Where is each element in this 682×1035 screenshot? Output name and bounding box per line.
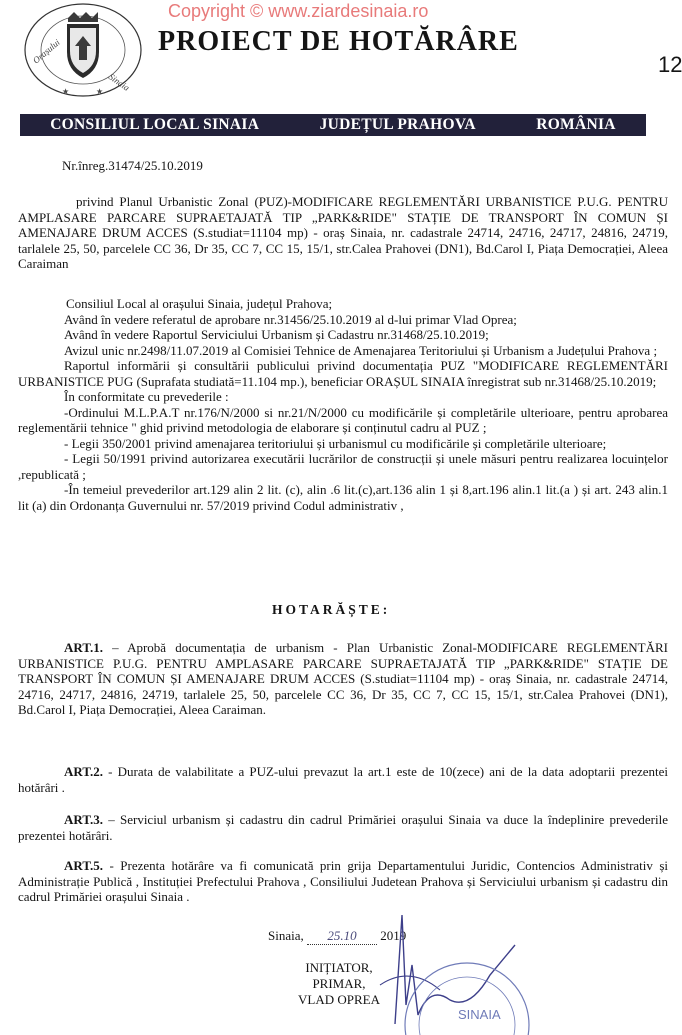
handwritten-date: 25.10 xyxy=(307,928,377,945)
article-label: ART.2. xyxy=(64,764,104,779)
preamble-line: - Legii 50/1991 privind autorizarea executării lucrărilor de construcții și unele măsuri pentru realizarea locuințelor ,republicată ; xyxy=(18,451,668,482)
signature-title: PRIMAR, xyxy=(312,976,366,991)
signature-name: VLAD OPREA xyxy=(298,992,380,1007)
article-1 xyxy=(18,640,668,718)
article-label: ART.5. xyxy=(64,858,104,873)
banner-country: ROMÂNIA xyxy=(536,116,616,133)
banner-county: JUDEȚUL PRAHOVA xyxy=(319,116,476,133)
preamble-line: Consiliul Local al orașului Sinaia, județul Prahova; xyxy=(66,296,333,311)
preamble-line: - Legii 350/2001 privind amenajarea teritoriului și urbanismul cu modificările și completările ulterioare; xyxy=(64,435,607,451)
svg-text:Sinaia: Sinaia xyxy=(106,71,132,93)
article-text: - Prezenta hotărâre va fi comunicată prin grija Departamentului Juridic, Contencios Administrativ și Administrație Publică , Instituției Prefectului Prahova , Consiliului Judetean Prahova și Serviciului urbanism și cadastru din cadrul Primăriei orașului Sinaia . xyxy=(18,858,669,904)
registration-number: Nr.înreg.31474/25.10.2019 xyxy=(62,158,203,173)
article-2 xyxy=(18,764,668,795)
date-year: 2019 xyxy=(380,928,407,943)
preamble-line: În conformitate cu prevederile : xyxy=(64,389,229,404)
article-text: – Serviciul urbanism și cadastru din cadrul Primăriei orașului Sinaia va duce la îndeplinire prevederile prezentei hotărâri. xyxy=(18,812,668,843)
article-label: ART.3. xyxy=(64,812,104,827)
council-banner xyxy=(20,114,646,136)
preamble xyxy=(18,296,668,513)
document-subject: privind Planul Urbanistic Zonal (PUZ)-MODIFICARE REGLEMENTĂRI URBANISTICE P.U.G. PENTRU AMPLASARE PARCARE SUPRAETAJATĂ TIP „PARK&RIDE" STAȚIE DE TRANSPORT ÎN COMUN ȘI AMENAJARE DRUM ACCES (S.studiat=11104 mp) - oraș Sinaia, nr. cadastrale 24714, 24716, 24717, 24816, 24719, tarlalele 25, 50, parcelele CC 36, Dr 35, CC 7, CC 15, 15/1, str.Calea Prahovei (DN1), Bd.Carol I, Piața Democrației, Aleea Caraiman xyxy=(18,194,668,271)
official-stamp xyxy=(392,955,542,1035)
article-text: - Durata de valabilitate a PUZ-ului prevazut la art.1 este de 10(zece) ani de la data adoptarii prezentei hotărâri . xyxy=(18,764,668,795)
article-3 xyxy=(18,812,668,843)
preamble-line: Având în vedere referatul de aprobare nr.31456/25.10.2019 al d-lui primar Vlad Oprea; xyxy=(64,311,517,327)
document-title: PROIECT DE HOTĂRÂRE xyxy=(158,26,519,57)
copyright-watermark: Copyright © www.ziardesinaia.ro xyxy=(168,1,429,21)
article-5 xyxy=(18,858,668,905)
preamble-line: -În temeiul prevederilor art.129 alin 2 lit. (c), alin .6 lit.(c),art.136 alin 1 și 8,art.196 alin.1 lit.(a ) și art. 243 alin.1 lit (a) din Ordonanța Guvernului nr. 57/2019 privind Codul administrativ , xyxy=(18,482,668,513)
banner-council: CONSILIUL LOCAL SINAIA xyxy=(50,116,260,133)
article-text: – Aprobă documentația de urbanism - Plan Urbanistic Zonal-MODIFICARE REGLEMENTĂRI URBANISTICE P.U.G. PENTRU AMPLASARE PARCARE SUPRAETAJATĂ TIP „PARK&RIDE" STAȚIE DE TRANSPORT ÎN COMUN ȘI AMENAJARE DRUM ACCES (S.studiat=11104 mp) - oraș Sinaia, nr. cadastrale 24714, 24716, 24717, 24816, 24719, tarlalele 25, 50, parcelele CC 36, Dr 35, CC 7, CC 15, 15/1, str.Calea Prahovei (DN1), Bd.Carol I, Piața Democrației, Aleea Caraiman. xyxy=(18,640,669,717)
svg-text:★: ★ xyxy=(62,87,70,96)
preamble-line: Avizul unic nr.2498/11.07.2019 al Comisiei Tehnice de Amenajarea Teritoriului și Urbanism a Județului Prahova ; xyxy=(64,342,658,358)
date-place: Sinaia, xyxy=(268,928,304,943)
decree-heading: HOTARĂȘTE: xyxy=(272,602,391,617)
sinaia-coat-of-arms-logo xyxy=(22,2,144,98)
preamble-line: -Ordinului M.L.P.A.T nr.176/N/2000 si nr.21/N/2000 cu modificările și completările ulterioare, pentru aprobarea reglementării tehnice " ghid privind metodologia de elaborare și conținutul cadru al PUZ ; xyxy=(18,404,668,435)
article-label: ART.1. xyxy=(64,640,104,655)
preamble-line: Având în vedere Raportul Serviciului Urbanism și Cadastru nr.31468/25.10.2019; xyxy=(64,327,489,342)
signature-role: INIȚIATOR, xyxy=(305,960,373,975)
page-number: 12 xyxy=(658,52,682,77)
stamp-text: SINAIA xyxy=(458,1007,501,1022)
svg-text:Orașului: Orașului xyxy=(30,37,62,66)
preamble-line: Raportul informării și consultării publicului privind documentația PUZ "MODIFICARE REGLEMENTĂRI URBANISTICE PUG (Suprafata studiată=11.104 mp.), beneficiar ORAȘUL SINAIA înregistrat sub nr.31468/25.10.2019; xyxy=(18,358,668,389)
svg-text:★: ★ xyxy=(96,87,104,96)
